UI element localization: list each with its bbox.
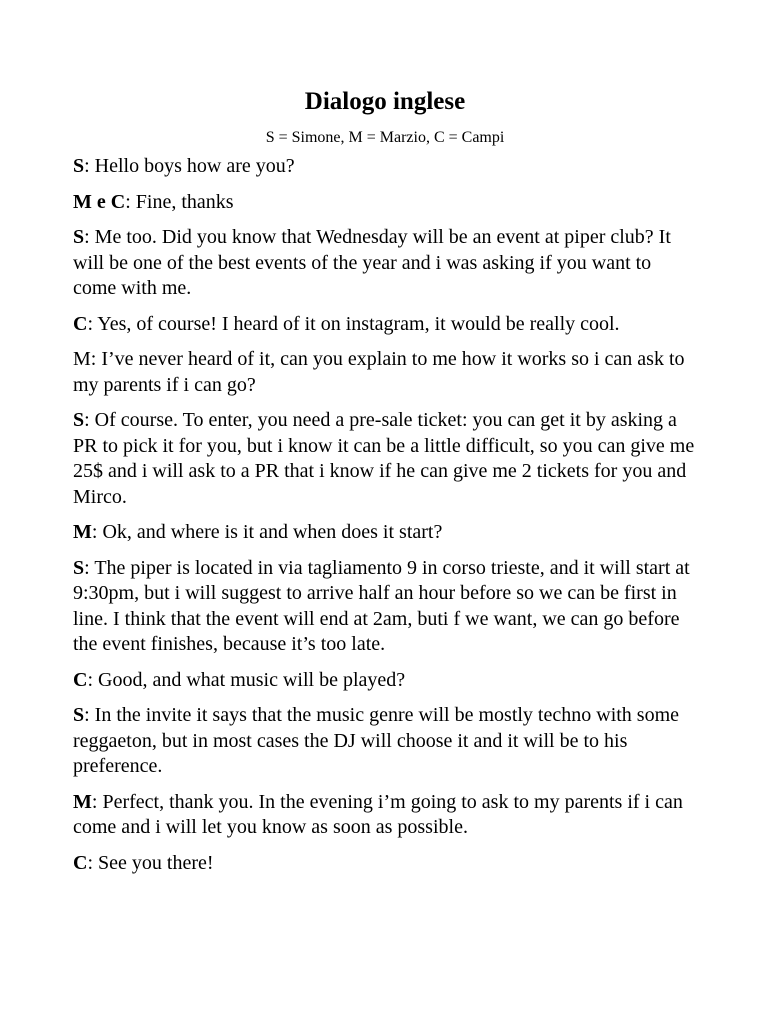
dialogue-line — [73, 790, 697, 841]
dialogue-line — [73, 190, 697, 216]
speaker-name: C — [73, 668, 88, 691]
speaker-name: S — [73, 556, 85, 579]
dialogue-text: : In the invite it says that the music genre will be mostly techno with some reggaeton, but in most cases the DJ will choose it and it will be to his preference. — [73, 704, 680, 777]
dialogue — [73, 154, 697, 876]
dialogue-text: : Yes, of course! I heard of it on instagram, it would be really cool. — [87, 312, 620, 335]
dialogue-line — [73, 703, 697, 780]
speaker-legend: S = Simone, M = Marzio, C = Campi — [265, 129, 505, 146]
speaker-name: S — [73, 226, 85, 248]
speaker-name: M — [73, 790, 92, 813]
dialogue-text: : Good, and what music will be played? — [87, 668, 406, 691]
dialogue-line — [73, 851, 697, 877]
dialogue-line — [73, 556, 697, 658]
dialogue-line — [73, 312, 697, 338]
speaker-name: S — [73, 409, 85, 431]
speaker-name: M — [73, 348, 91, 370]
dialogue-text: : I’ve never heard of it, can you explain to me how it works so i can ask to my parents if i can go? — [73, 348, 685, 396]
dialogue-line — [73, 154, 697, 180]
dialogue-text: : Hello boys how are you? — [84, 155, 295, 177]
speaker-name: M — [73, 521, 92, 543]
dialogue-text: : Of course. To enter, you need a pre-sale ticket: you can get it by asking a PR to pick it for you, but i know it can be a little difficult, so you can give me 25$ and i will ask to a PR that i know if he can give me 2 tickets for you and Mirco. — [73, 409, 695, 508]
speaker-name: S — [73, 155, 85, 177]
dialogue-text: : The piper is located in via tagliamento 9 in corso trieste, and it will start at 9:30pm, but i will suggest to arrive half an hour before so we can be first in line. I think that the event will end at 2am, buti f we want, we can go before the event finishes, because it’s too late. — [73, 556, 690, 655]
dialogue-text: : Ok, and where is it and when does it start? — [91, 521, 443, 543]
dialogue-text: : Perfect, thank you. In the evening i’m going to ask to my parents if i can come and i will let you know as soon as possible. — [73, 790, 683, 838]
dialogue-text: : See you there! — [87, 851, 214, 874]
speaker-name: S — [73, 704, 85, 726]
document-page — [73, 86, 697, 886]
dialogue-text: : Fine, thanks — [125, 190, 234, 213]
speaker-name: C — [73, 851, 88, 874]
speaker-name: M e C — [73, 190, 126, 213]
speaker-name: C — [73, 312, 88, 335]
dialogue-line — [73, 408, 697, 510]
dialogue-line — [73, 225, 697, 302]
dialogue-line — [73, 668, 697, 694]
dialogue-line — [73, 347, 697, 398]
dialogue-line — [73, 520, 697, 546]
dialogue-text: : Me too. Did you know that Wednesday will be an event at piper club? It will be one of the best events of the year and i was asking if you want to come with me. — [73, 226, 671, 299]
document-title: Dialogo inglese — [304, 88, 466, 115]
